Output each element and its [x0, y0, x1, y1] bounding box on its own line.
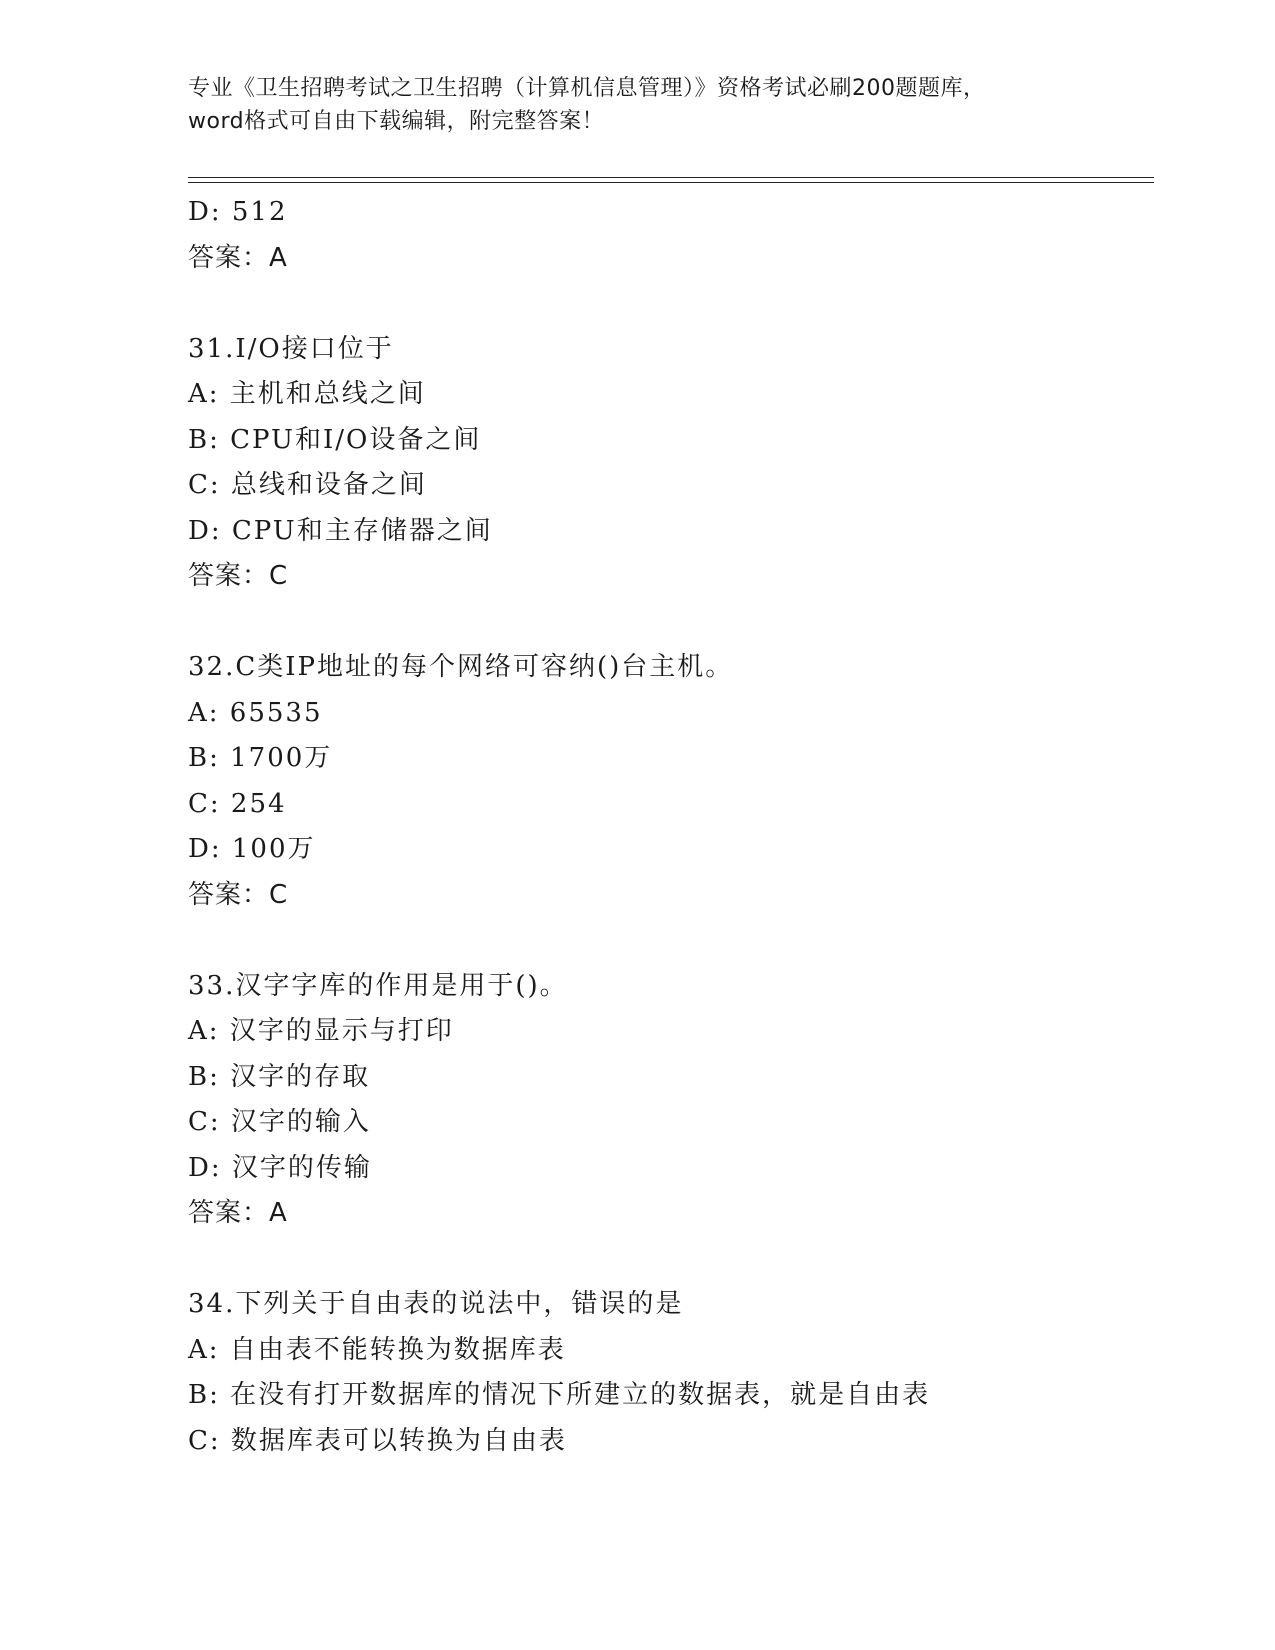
header-divider-top [188, 177, 1154, 178]
option-a: A: 主机和总线之间 [188, 379, 426, 409]
option-a: A: 65535 [188, 697, 323, 728]
header-line-1: 专业《卫生招聘考试之卫生招聘（计算机信息管理）》资格考试必刷200题题库， [188, 76, 986, 101]
option-a: A: 自由表不能转换为数据库表 [188, 1334, 566, 1365]
question-block-31 [188, 327, 1154, 600]
option-c: C: 汉字的输入 [188, 1107, 371, 1137]
answer-line: 答案：A [188, 242, 288, 273]
answer-line: 答案：C [188, 879, 289, 910]
option-b: B: 1700万 [188, 743, 333, 773]
question-block-34 [188, 1282, 1154, 1464]
spacer [188, 1237, 1154, 1283]
question-text: 34.下列关于自由表的说法中，错误的是 [188, 1289, 684, 1319]
document-body [188, 190, 1154, 1464]
header-line-2: word格式可自由下载编辑，附完整答案！ [188, 109, 605, 134]
option-b: B: 汉字的存取 [188, 1061, 371, 1092]
question-text: 33.汉字字库的作用是用于()。 [188, 970, 568, 1001]
spacer [188, 600, 1154, 646]
question-block-30-tail [188, 190, 1154, 281]
answer-line: 答案：C [188, 561, 289, 591]
option-d: D: 512 [188, 197, 288, 227]
option-c: C: 254 [188, 788, 287, 819]
option-b: B: CPU和I/O设备之间 [188, 424, 482, 455]
spacer [188, 918, 1154, 964]
question-block-32 [188, 645, 1154, 918]
option-b: B: 在没有打开数据库的情况下所建立的数据表，就是自由表 [188, 1380, 931, 1410]
option-c: C: 数据库表可以转换为自由表 [188, 1425, 567, 1456]
option-a: A: 汉字的显示与打印 [188, 1016, 454, 1046]
question-text: 32.C类IP地址的每个网络可容纳()台主机。 [188, 652, 734, 682]
header-divider-bottom [188, 182, 1154, 183]
question-text: 31.I/O接口位于 [188, 333, 394, 364]
spacer [188, 281, 1154, 327]
option-d: D: 汉字的传输 [188, 1152, 372, 1183]
option-d: D: CPU和主存储器之间 [188, 515, 493, 546]
option-c: C: 总线和设备之间 [188, 470, 427, 500]
option-d: D: 100万 [188, 834, 316, 864]
answer-line: 答案：A [188, 1198, 288, 1228]
question-block-33 [188, 964, 1154, 1237]
document-header [188, 72, 1088, 138]
